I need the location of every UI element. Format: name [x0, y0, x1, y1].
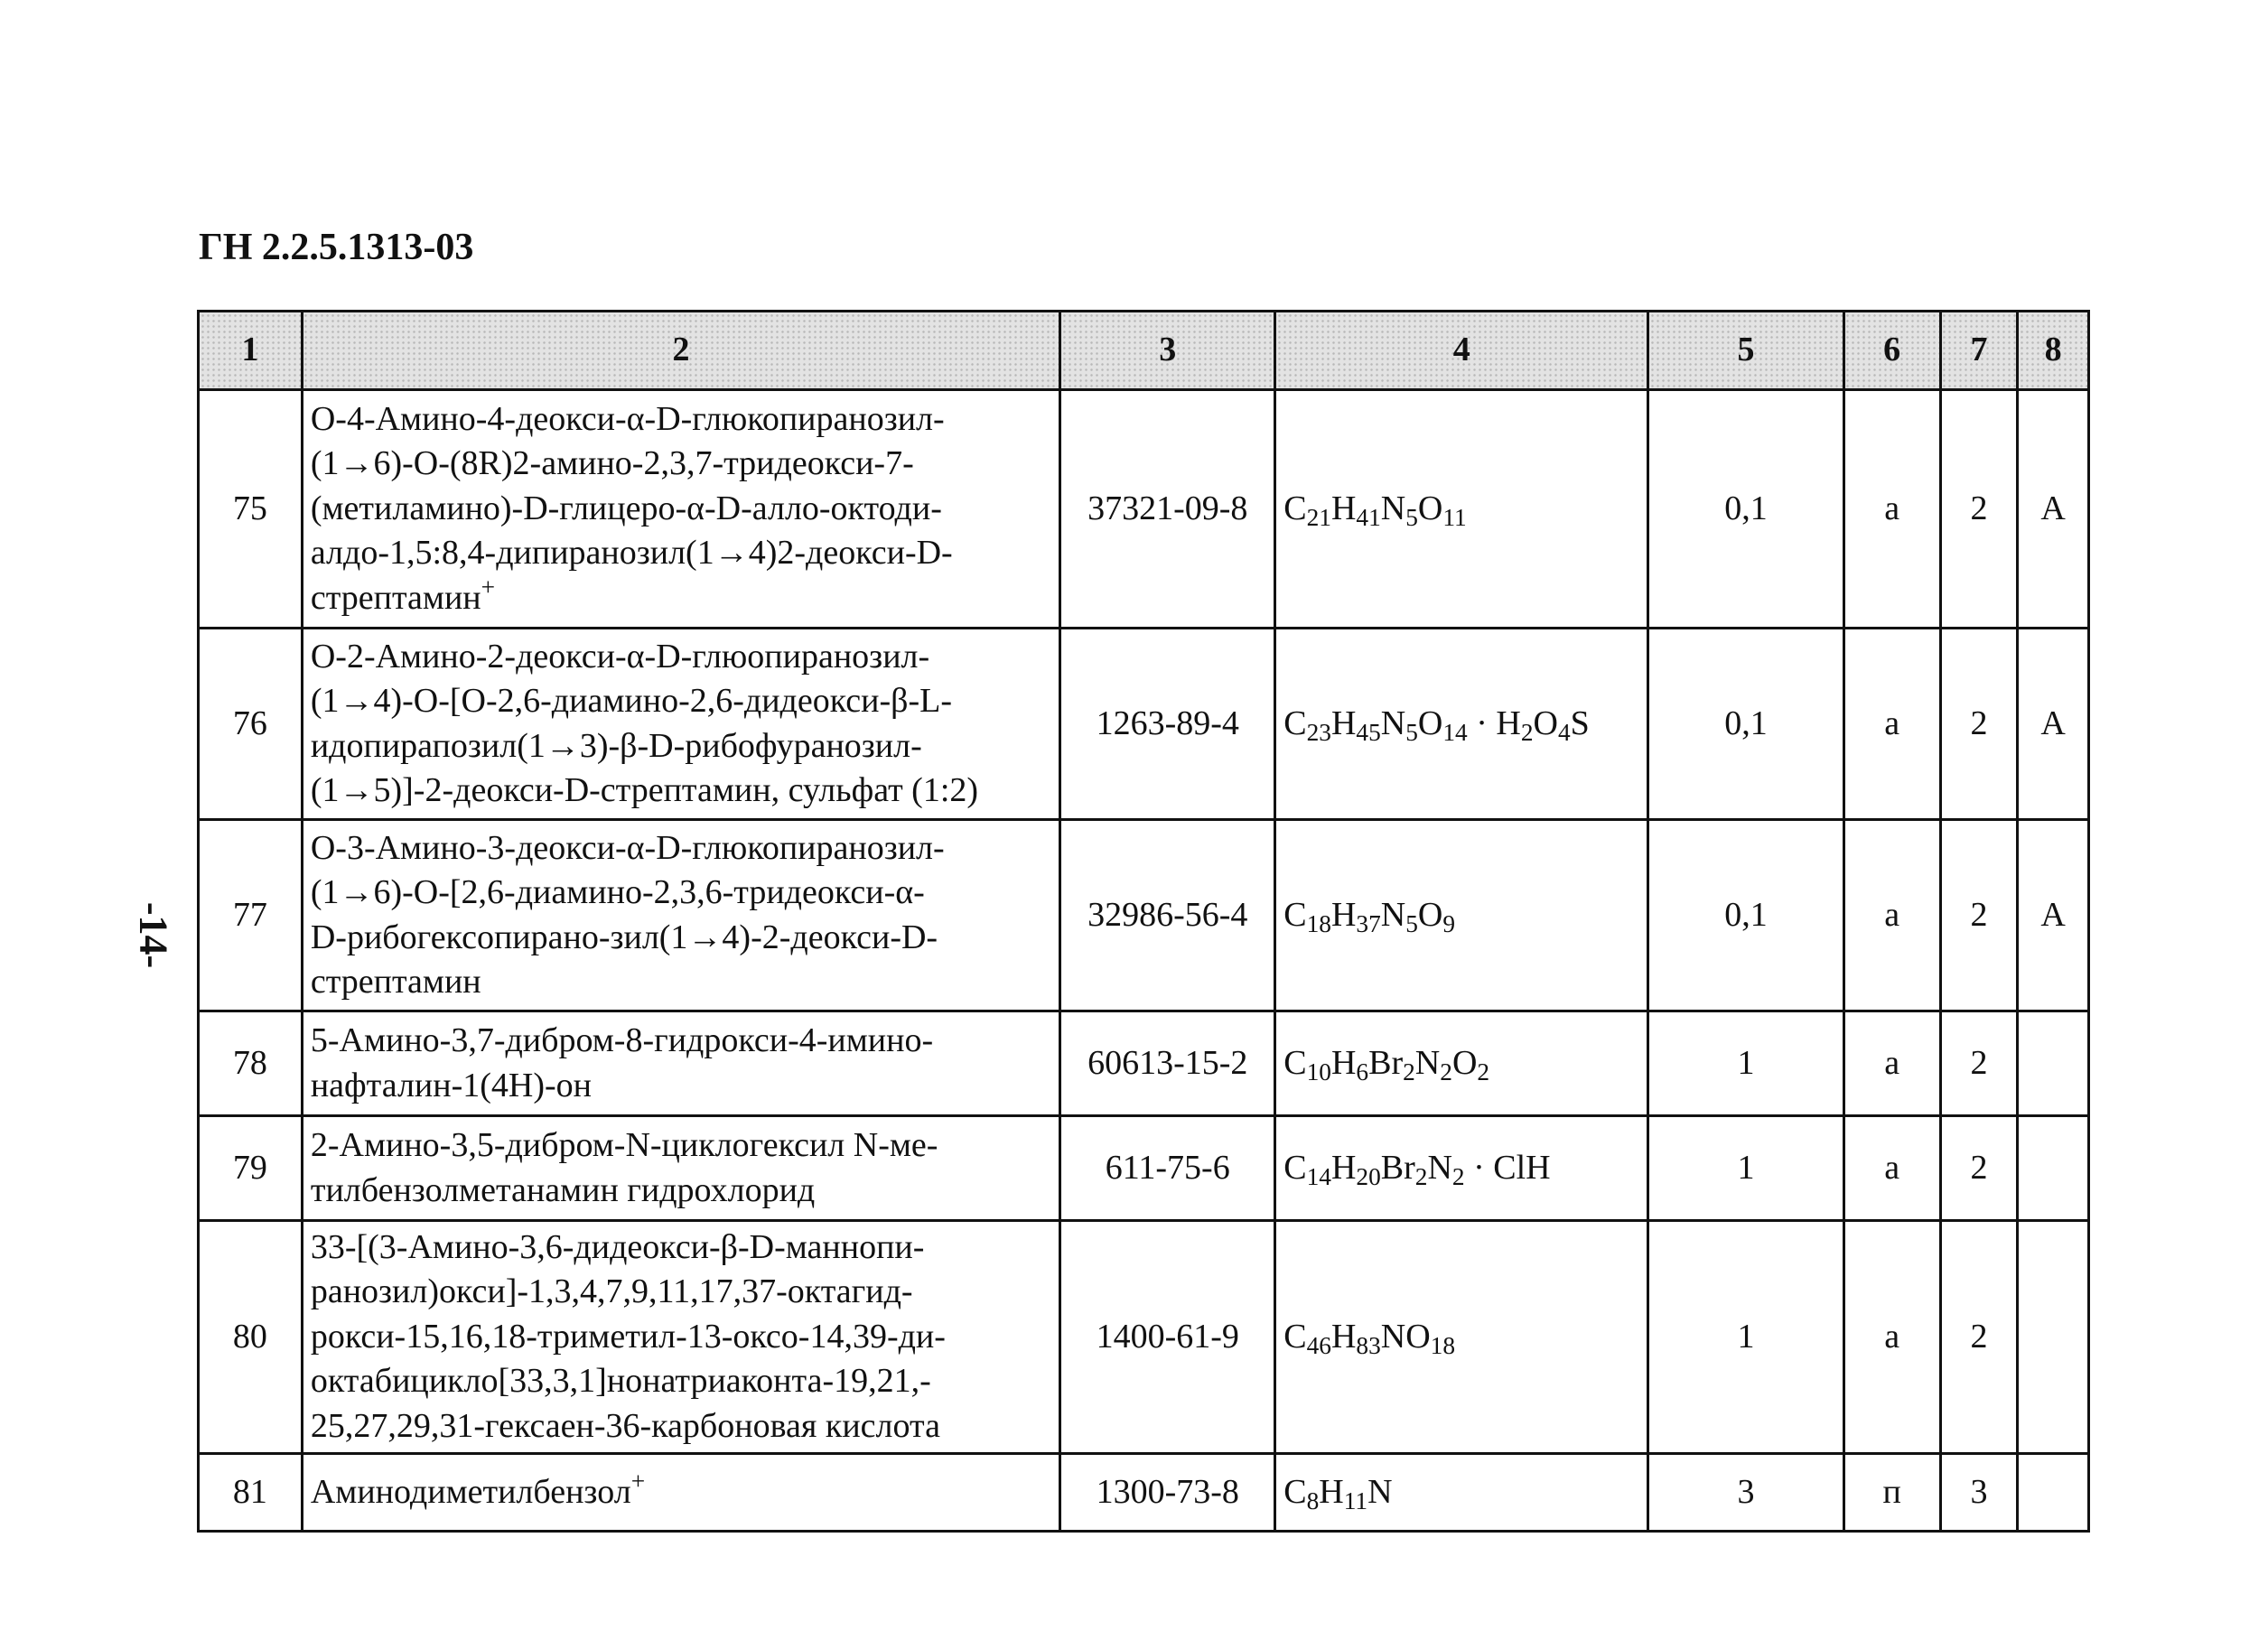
formula-subscript: 9 — [1442, 909, 1456, 937]
table-body — [199, 390, 2089, 1532]
formula-element: C — [1283, 1043, 1307, 1082]
formula-subscript: 5 — [1405, 503, 1418, 531]
formula-subscript: 5 — [1405, 718, 1418, 746]
substance-name — [302, 1221, 1059, 1454]
formula-subscript: 5 — [1405, 909, 1418, 937]
formula-element: C — [1283, 1148, 1307, 1187]
substance-name-line: рокси-15,16,18-триметил-13-оксо-14,39-ди- — [310, 1317, 946, 1356]
formula-subscript: 23 — [1306, 718, 1331, 746]
formula-element: O — [1417, 895, 1443, 934]
header-row — [199, 312, 2089, 390]
formula-element: C — [1283, 895, 1307, 934]
pdk-value: 1 — [1648, 1011, 1843, 1116]
row-number: 80 — [199, 1221, 303, 1454]
formula-element: O — [1417, 489, 1443, 527]
hazard-class: 2 — [1940, 1011, 2018, 1116]
substance-name-line: (1→6)-О-(8R)2-амино-2,3,7-тридеокси-7- — [310, 444, 914, 483]
cas-number: 32986-56-4 — [1060, 820, 1275, 1011]
row-number: 77 — [199, 820, 303, 1011]
table-row — [199, 1453, 2089, 1531]
header-col-4: 4 — [1275, 312, 1648, 390]
substance-name-line: октабицикло[33,3,1]нонатриаконта-19,21,- — [310, 1362, 931, 1401]
note-mark — [2018, 1453, 2089, 1531]
formula-element: N — [1380, 704, 1406, 742]
substance-name-line: О-3-Амино-3-деокси-α-D-глюкопиранозил- — [310, 828, 945, 867]
formula-element: N — [1367, 1472, 1393, 1511]
header-col-2: 2 — [302, 312, 1059, 390]
header-col-3: 3 — [1060, 312, 1275, 390]
formula-subscript: 14 — [1306, 1162, 1331, 1190]
pdk-value: 3 — [1648, 1453, 1843, 1531]
table-row — [199, 1116, 2089, 1221]
substance-name-line: (1→5)]-2-деокси-D-стрептамин, сульфат (1:2) — [310, 770, 979, 809]
substance-name-line: нафталин-1(4Н)-он — [310, 1066, 592, 1104]
formula-subscript: 2 — [1440, 1058, 1452, 1086]
pdk-value: 0,1 — [1648, 820, 1843, 1011]
formula — [1275, 629, 1648, 820]
aggregate-state: а — [1843, 1116, 1940, 1221]
substance-name-line — [310, 573, 1051, 620]
hazard-class: 2 — [1940, 629, 2018, 820]
formula-element: C — [1283, 1317, 1307, 1356]
table-row — [199, 629, 2089, 820]
substance-name-line: идопирапозил(1→3)-β-D-рибофуранозил- — [310, 726, 922, 765]
substance-name-line: тилбензолметанамин гидрохлорид — [310, 1170, 816, 1209]
formula-element: H — [1330, 1148, 1357, 1187]
substance-name-line: (1→6)-О-[2,6-диамино-2,3,6-тридеокси-α- — [310, 873, 925, 912]
formula — [1275, 1221, 1648, 1454]
hazard-class: 2 — [1940, 390, 2018, 629]
note-mark: А — [2018, 390, 2089, 629]
substance-name — [302, 1116, 1059, 1221]
formula-subscript: 14 — [1442, 718, 1468, 746]
substances-table — [197, 310, 2090, 1533]
header-col-8: 8 — [2018, 312, 2089, 390]
formula-element: · H — [1467, 704, 1521, 742]
formula-element: C — [1283, 489, 1307, 527]
pdk-value: 1 — [1648, 1116, 1843, 1221]
formula-subscript: 2 — [1477, 1058, 1490, 1086]
aggregate-state: а — [1843, 390, 1940, 629]
aggregate-state: п — [1843, 1453, 1940, 1531]
substance-name-line: алдо-1,5:8,4-дипиранозил(1→4)2-деокси-D- — [310, 534, 953, 573]
cas-number: 611-75-6 — [1060, 1116, 1275, 1221]
formula-element: O — [1451, 1043, 1478, 1082]
substance-name-text: Аминодиметилбензол — [310, 1472, 631, 1511]
document-code: ГН 2.2.5.1313-03 — [199, 227, 474, 268]
formula — [1275, 820, 1648, 1011]
page-number: -14- — [131, 901, 176, 969]
formula-element: H — [1330, 489, 1357, 527]
formula-subscript: 2 — [1414, 1162, 1428, 1190]
substance-name — [302, 1453, 1059, 1531]
pdk-value: 0,1 — [1648, 390, 1843, 629]
row-number: 76 — [199, 629, 303, 820]
formula-subscript: 21 — [1306, 503, 1331, 531]
aggregate-state: а — [1843, 1011, 1940, 1116]
formula-element: O — [1417, 704, 1443, 742]
substance-name-line: ранозил)окси]-1,3,4,7,9,11,17,37-октагид- — [310, 1272, 913, 1311]
formula-element: H — [1330, 704, 1357, 742]
note-mark — [2018, 1116, 2089, 1221]
row-number: 75 — [199, 390, 303, 629]
hazard-class: 2 — [1940, 1221, 2018, 1454]
formula-subscript: 2 — [1451, 1162, 1465, 1190]
header-col-1: 1 — [199, 312, 303, 390]
substance-name-line: О-4-Амино-4-деокси-α-D-глюкопиранозил- — [310, 400, 945, 439]
formula-element: N — [1414, 1043, 1441, 1082]
formula-subscript: 37 — [1356, 909, 1381, 937]
formula-subscript: 83 — [1356, 1331, 1381, 1359]
substance-name-line: О-2-Амино-2-деокси-α-D-глюопиранозил- — [310, 637, 930, 676]
formula-subscript: 18 — [1430, 1331, 1456, 1359]
formula-element: H — [1330, 1317, 1357, 1356]
substance-name — [302, 820, 1059, 1011]
pdk-value: 1 — [1648, 1221, 1843, 1454]
row-number: 79 — [199, 1116, 303, 1221]
substance-name-line: 5-Амино-3,7-дибром-8-гидрокси-4-имино- — [310, 1021, 934, 1060]
note-mark — [2018, 1011, 2089, 1116]
table-row — [199, 820, 2089, 1011]
formula-subscript: 41 — [1356, 503, 1381, 531]
formula-element: Br — [1368, 1043, 1404, 1082]
header-col-7: 7 — [1940, 312, 2018, 390]
header-col-6: 6 — [1843, 312, 1940, 390]
hazard-class: 3 — [1940, 1453, 2018, 1531]
formula-element: S — [1570, 704, 1590, 742]
formula-subscript: 8 — [1306, 1486, 1320, 1514]
formula-subscript: 6 — [1356, 1058, 1369, 1086]
formula-subscript: 2 — [1403, 1058, 1415, 1086]
formula-subscript: 11 — [1343, 1486, 1368, 1514]
cas-number: 1300-73-8 — [1060, 1453, 1275, 1531]
cas-number: 60613-15-2 — [1060, 1011, 1275, 1116]
formula-element: Br — [1380, 1148, 1415, 1187]
formula-subscript: 4 — [1557, 718, 1571, 746]
substance-name-line — [310, 1467, 1051, 1514]
hazard-class: 2 — [1940, 820, 2018, 1011]
substance-name-line: стрептамин — [310, 962, 481, 1001]
formula-element: N — [1427, 1148, 1452, 1187]
substance-name-line: 33-[(3-Амино-3,6-дидеокси-β-D-маннопи- — [310, 1228, 925, 1266]
cas-number: 37321-09-8 — [1060, 390, 1275, 629]
formula — [1275, 1453, 1648, 1531]
cas-number: 1263-89-4 — [1060, 629, 1275, 820]
header-col-5: 5 — [1648, 312, 1843, 390]
substance-name-line: (метиламино)-D-глицеро-α-D-алло-октоди- — [310, 489, 942, 527]
formula-element: · ClH — [1464, 1148, 1551, 1187]
formula-element: H — [1330, 1043, 1357, 1082]
table-row — [199, 1221, 2089, 1454]
substance-name — [302, 629, 1059, 820]
row-number: 81 — [199, 1453, 303, 1531]
substance-name-line: 25,27,29,31-гексаен-36-карбоновая кислота — [310, 1406, 940, 1445]
cas-number: 1400-61-9 — [1060, 1221, 1275, 1454]
formula-subscript: 46 — [1306, 1331, 1331, 1359]
formula-element: H — [1330, 895, 1357, 934]
hazard-class: 2 — [1940, 1116, 2018, 1221]
formula-element: N — [1380, 895, 1406, 934]
substance-name — [302, 1011, 1059, 1116]
pdk-value: 0,1 — [1648, 629, 1843, 820]
formula — [1275, 1116, 1648, 1221]
aggregate-state: а — [1843, 820, 1940, 1011]
row-number: 78 — [199, 1011, 303, 1116]
formula-subscript: 45 — [1356, 718, 1381, 746]
formula — [1275, 390, 1648, 629]
substance-name-line: D-рибогексопирано-зил(1→4)-2-деокси-D- — [310, 918, 938, 956]
table-row — [199, 390, 2089, 629]
aggregate-state: а — [1843, 629, 1940, 820]
formula-subscript: 10 — [1306, 1058, 1331, 1086]
substance-name — [302, 390, 1059, 629]
formula-element: O — [1533, 704, 1558, 742]
formula-element: C — [1283, 704, 1307, 742]
formula-subscript: 11 — [1442, 503, 1467, 531]
formula-subscript: 2 — [1520, 718, 1534, 746]
formula-element: NO — [1380, 1317, 1431, 1356]
note-mark: А — [2018, 629, 2089, 820]
formula-subscript: 18 — [1306, 909, 1331, 937]
formula-element: N — [1380, 489, 1406, 527]
formula-element: H — [1319, 1472, 1344, 1511]
aggregate-state: а — [1843, 1221, 1940, 1454]
formula — [1275, 1011, 1648, 1116]
name-marker: + — [481, 573, 496, 601]
substance-name-line: 2-Амино-3,5-дибром-N-циклогексил N-ме- — [310, 1126, 938, 1165]
name-marker: + — [630, 1467, 646, 1495]
table-row — [199, 1011, 2089, 1116]
formula-element: C — [1283, 1472, 1307, 1511]
substance-name-line: (1→4)-О-[О-2,6-диамино-2,6-дидеокси-β-L- — [310, 682, 952, 721]
formula-subscript: 20 — [1356, 1162, 1381, 1190]
substance-name-text: стрептамин — [310, 578, 481, 617]
note-mark: А — [2018, 820, 2089, 1011]
note-mark — [2018, 1221, 2089, 1454]
